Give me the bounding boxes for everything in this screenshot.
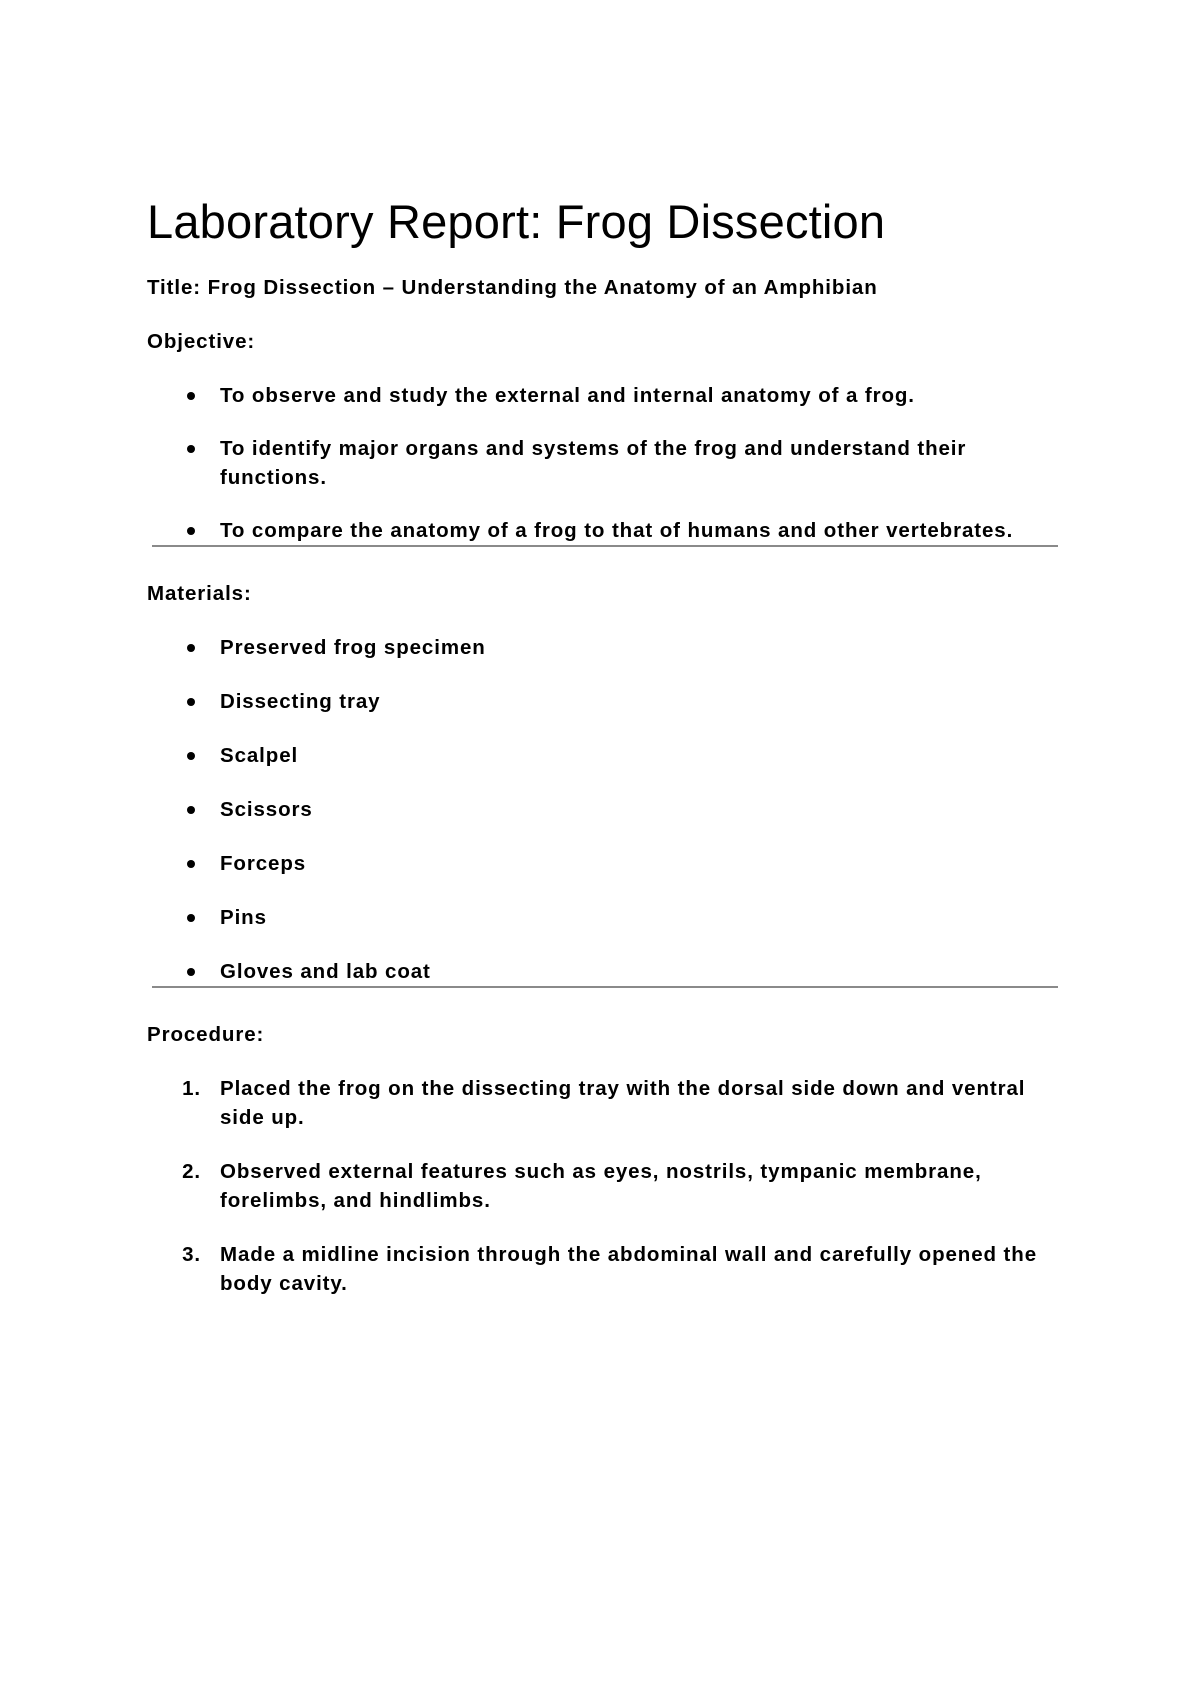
list-item [147,1240,1067,1298]
step-text: Observed external features such as eyes, nostrils, tympanic membrane, forelimbs, and hindlimbs. [220,1160,982,1212]
document-page [147,192,1067,1298]
bullet-icon [187,698,195,706]
list-item [147,1157,1067,1215]
procedure-list [147,1074,1067,1298]
materials-list [147,633,1067,986]
bullet-icon [187,806,195,814]
step-text: Made a midline incision through the abdominal wall and carefully opened the body cavity. [220,1243,1037,1295]
list-item [147,957,1067,986]
list-item [147,633,1067,662]
section-divider [152,986,1058,988]
procedure-label: Procedure: [147,1023,265,1046]
list-item [147,516,1067,545]
objective-item-text: To compare the anatomy of a frog to that of humans and other vertebrates. [220,519,1014,542]
bullet-icon [187,527,195,535]
material-item-text: Forceps [220,852,307,875]
document-heading: Laboratory Report: Frog Dissection [147,195,886,248]
section-divider [152,545,1058,547]
bullet-icon [187,860,195,868]
bullet-icon [187,644,195,652]
list-item [147,741,1067,770]
materials-label: Materials: [147,582,252,605]
objective-label: Objective: [147,330,256,353]
material-item-text: Gloves and lab coat [220,960,431,983]
objective-item-text: To identify major organs and systems of the frog and understand their functions. [220,437,967,489]
bullet-icon [187,968,195,976]
list-item [147,687,1067,716]
objective-item-text: To observe and study the external and internal anatomy of a frog. [220,384,915,407]
objective-list [147,381,1067,545]
list-item [147,1074,1067,1132]
list-item [147,795,1067,824]
list-item [147,903,1067,932]
step-number: 1. [182,1077,201,1100]
bullet-icon [187,752,195,760]
list-item [147,849,1067,878]
step-text: Placed the frog on the dissecting tray with the dorsal side down and ventral side up. [220,1077,1026,1129]
material-item-text: Preserved frog specimen [220,636,486,659]
bullet-icon [187,392,195,400]
material-item-text: Scalpel [220,744,299,767]
step-number: 2. [182,1160,201,1183]
step-number: 3. [182,1243,201,1266]
report-title-line: Title: Frog Dissection – Understanding the Anatomy of an Amphibian [147,276,878,299]
material-item-text: Dissecting tray [220,690,381,713]
material-item-text: Pins [220,906,267,929]
bullet-icon [187,914,195,922]
list-item [147,434,1067,492]
material-item-text: Scissors [220,798,313,821]
list-item [147,381,1067,410]
bullet-icon [187,445,195,453]
